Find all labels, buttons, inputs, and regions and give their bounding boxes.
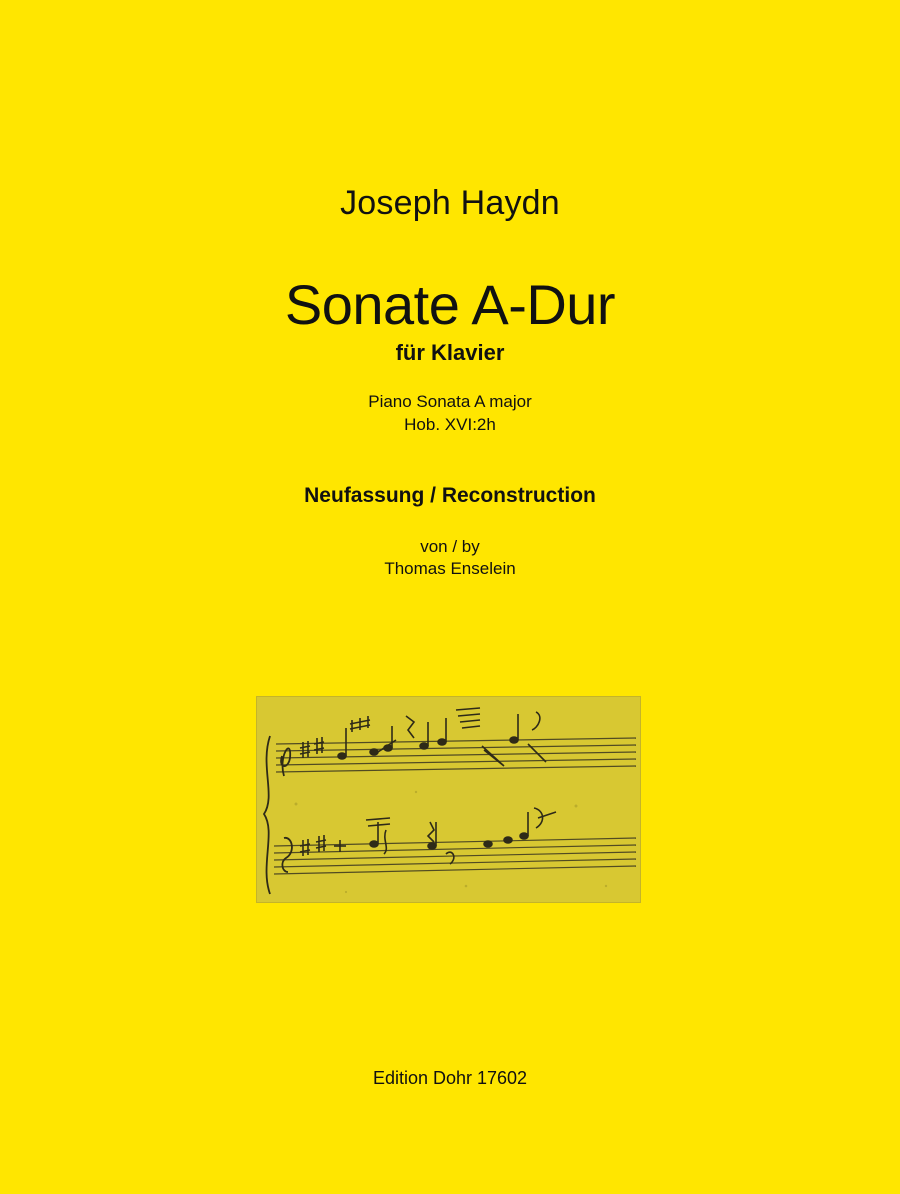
byline: von / by xyxy=(420,537,480,556)
english-title: Piano Sonata A major xyxy=(368,392,532,411)
editor-name: Thomas Enselein xyxy=(384,559,516,578)
manuscript-image xyxy=(256,696,641,903)
version-label: Neufassung / Reconstruction xyxy=(304,484,596,507)
handwritten-score-icon xyxy=(256,696,641,903)
work-title: Sonate A-Dur xyxy=(284,273,616,336)
publisher-label: Edition Dohr 17602 xyxy=(372,1068,528,1088)
composer-name: Joseph Haydn xyxy=(340,184,560,222)
catalog-number: Hob. XVI:2h xyxy=(404,415,496,434)
instrument-subtitle: für Klavier xyxy=(395,340,505,365)
